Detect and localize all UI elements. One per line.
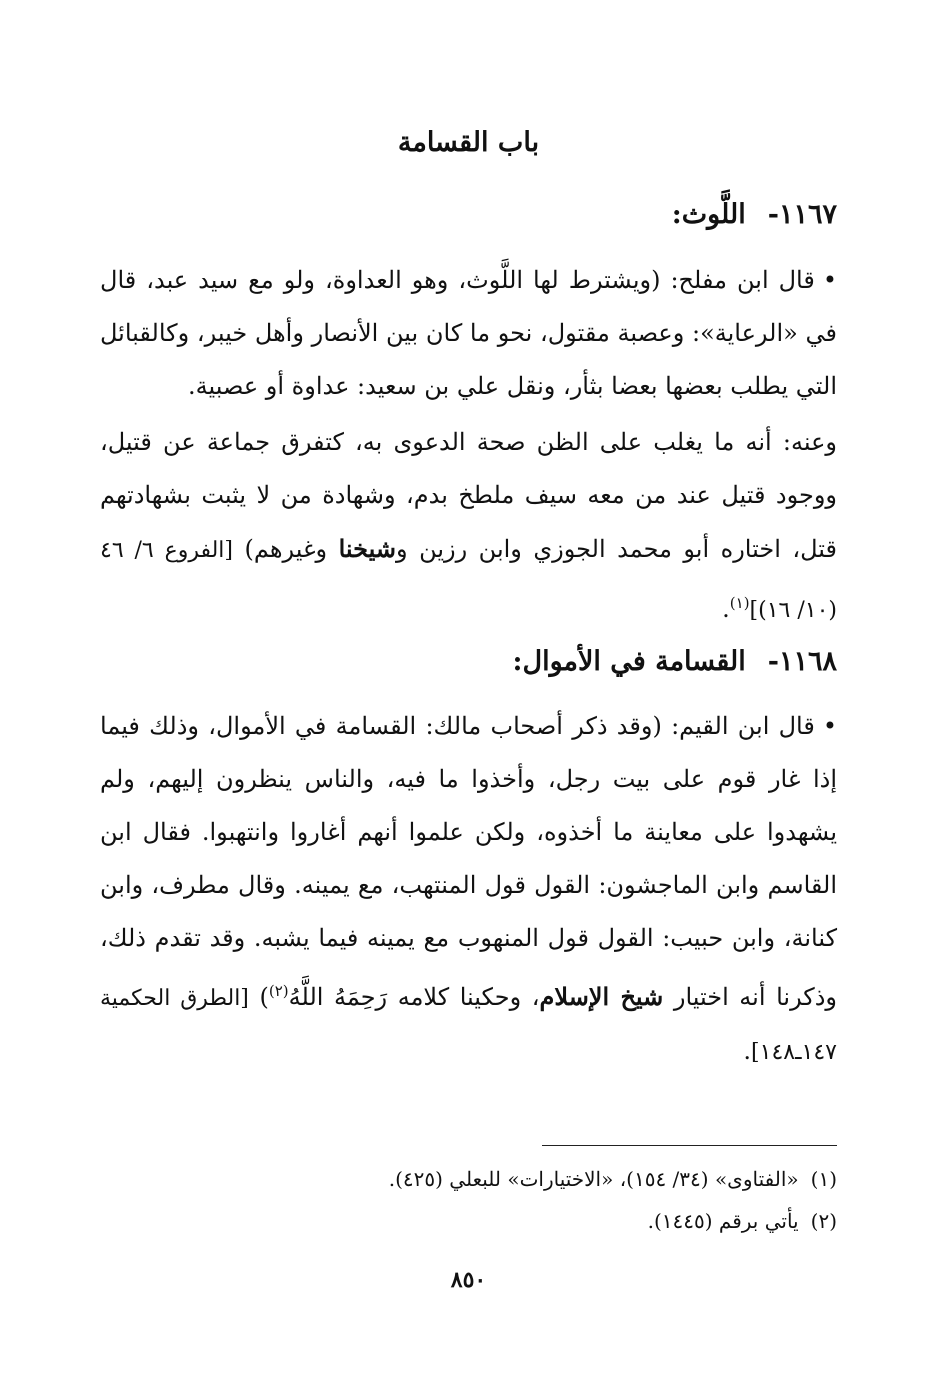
footnote-divider (542, 1145, 837, 1146)
footnote-marker: (١) (729, 594, 750, 612)
footnote-1 (100, 1158, 837, 1200)
footnote-number: (٢) (810, 1209, 837, 1233)
paragraph-text: وعنه: أنه ما يغلب على الظن صحة الدعوى به، كتفرق جماعة عن قتيل، ووجود قتيل عند من معه سيف ملطخ بدم، وشهادة من لا يثبت بشهادتهم قتل، اختاره أبو محمد الجوزي وابن رزين و (100, 428, 837, 563)
footnote-text: يأتي برقم (١٤٤٥). (647, 1209, 799, 1233)
paragraph-text: قال ابن القيم: (وقد ذكر أصحاب مالك: القسامة في الأموال، وذلك فيما إذا غار قوم على بيت رجل، وأخذوا ما فيه، والناس ينظرون إليهم، ولم يشهدوا على معاينة ما أخذوه، ولكن علموا أنهم أغاروا وانتهبوا. فقال ابن القاسم وابن الماجشون: القول قول المنتهب، مع يمينه. وقال مطرف، وابن كنانة، وابن حبيب: القول قول المنهوب مع يمينه فيما يشبه. وقد تقدم ذلك، وذكرنا أنه اختيار (100, 712, 838, 1011)
paragraph-ibn-muflih (100, 254, 837, 413)
bold-term: شيخنا (338, 534, 396, 563)
page (100, 0, 837, 1385)
sentence-end: . (722, 595, 730, 623)
bullet-icon: • (822, 266, 837, 294)
footnotes (100, 1158, 837, 1242)
section-title: القسامة في الأموال: (512, 646, 746, 677)
paragraph-text: قال ابن مفلح: (ويشترط لها اللَّوث، وهو العداوة، ولو مع سيد عبد، قال في «الرعاية»: وعصبة مقتول، نحو ما كان بين الأنصار وأهل خيبر، وكالقبائل التي يطلب بعضها بعضا بثأر، ونقل علي بن سعيد: عداوة أو عصبية. (100, 266, 837, 400)
footnote-text: «الفتاوى» (٣٤/ ١٥٤)، «الاختيارات» للبعلي (٤٢٥). (388, 1167, 799, 1191)
page-number: ٨٥٠ (450, 1267, 487, 1293)
sentence-end: . (743, 1037, 752, 1065)
section-heading-1167 (100, 190, 837, 240)
paragraph-text: وغيرهم) (244, 535, 339, 563)
paragraph-wa-anhu (100, 416, 837, 637)
bullet-icon: • (822, 712, 837, 740)
section-heading-1168 (100, 637, 837, 687)
section-number: ١١٦٨- (767, 646, 837, 677)
source-reference: [الطرق الحكمية ١٤٧ـ١٤٨] (100, 986, 837, 1065)
bold-term: شيخ الإسلام (539, 982, 664, 1011)
paragraph-text: ، وحكينا كلامه رَحِمَهُ اللَّهُ (288, 983, 540, 1011)
source-reference: [الفروع ٦/ ٤٦ (١٠/ ١٦)] (100, 538, 837, 623)
footnote-marker: (٢) (268, 982, 289, 1000)
closing-paren: ) (259, 983, 269, 1011)
footnote-2 (100, 1200, 837, 1242)
footnote-number: (١) (810, 1167, 837, 1191)
chapter-title: باب القسامة (397, 127, 540, 158)
section-title: اللَّوث: (671, 199, 746, 230)
section-number: ١١٦٧- (767, 199, 837, 230)
paragraph-ibn-al-qayyim (100, 700, 837, 1079)
